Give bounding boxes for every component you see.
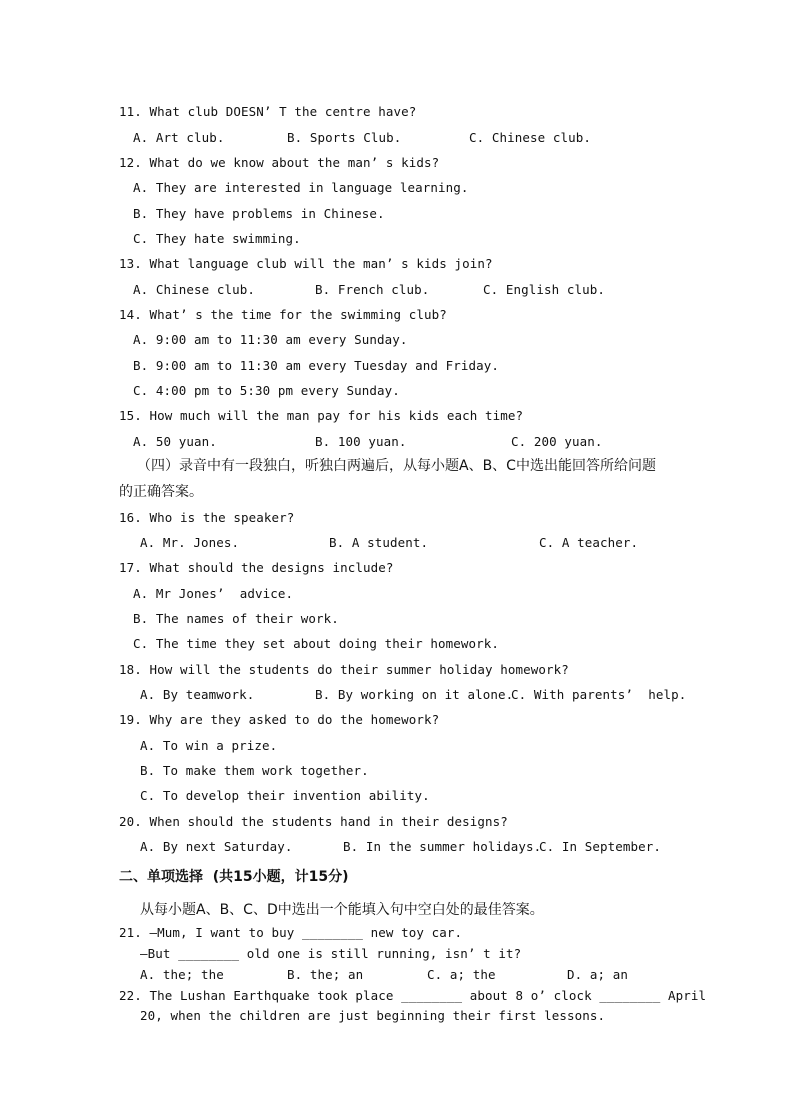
question-21-line2: —But ________ old one is still running, isn’ t it? xyxy=(140,946,522,961)
question-17-option-c: C. The time they set about doing their homework. xyxy=(133,636,500,651)
question-16-stem: 16. Who is the speaker? xyxy=(119,510,295,525)
question-18-option-b: B. By working on it alone. xyxy=(315,687,514,702)
question-18-stem: 18. How will the students do their summer holiday homework? xyxy=(119,662,569,677)
question-13-option-a: A. Chinese club. xyxy=(133,282,256,297)
question-19-stem: 19. Why are they asked to do the homework? xyxy=(119,712,440,727)
question-15-option-b: B. 100 yuan. xyxy=(315,434,407,449)
question-21-option-d: D. a; an xyxy=(567,967,629,982)
question-17-option-b: B. The names of their work. xyxy=(133,611,339,626)
question-14-option-c: C. 4:00 pm to 5:30 pm every Sunday. xyxy=(133,383,400,398)
question-14-option-a: A. 9:00 am to 11:30 am every Sunday. xyxy=(133,332,408,347)
question-22-line2: 20, when the children are just beginning their first lessons. xyxy=(140,1008,606,1023)
question-13-option-b: B. French club. xyxy=(315,282,430,297)
part-4-instruction-line1: （四）录音中有一段独白，听独白两遍后，从每小题A、B、C中选出能回答所给问题 xyxy=(137,458,656,474)
section-2-instruction: 从每小题A、B、C、D中选出一个能填入句中空白处的最佳答案。 xyxy=(140,902,544,918)
question-11-stem: 11. What club DOESN’ T the centre have? xyxy=(119,104,417,119)
question-18-option-c: C. With parents’ help. xyxy=(511,687,687,702)
question-18-option-a: A. By teamwork. xyxy=(140,687,255,702)
question-20-option-b: B. In the summer holidays. xyxy=(343,839,542,854)
question-17-stem: 17. What should the designs include? xyxy=(119,560,394,575)
question-16-option-b: B. A student. xyxy=(329,535,429,550)
question-11-option-c: C. Chinese club. xyxy=(469,130,592,145)
question-15-option-c: C. 200 yuan. xyxy=(511,434,603,449)
question-17-option-a: A. Mr Jones’ advice. xyxy=(133,586,294,601)
question-21-option-b: B. the; an xyxy=(287,967,364,982)
question-11-option-a: A. Art club. xyxy=(133,130,225,145)
question-19-option-a: A. To win a prize. xyxy=(140,738,278,753)
question-19-option-c: C. To develop their invention ability. xyxy=(140,788,430,803)
question-12-stem: 12. What do we know about the man’ s kids? xyxy=(119,155,440,170)
question-21-line1: 21. —Mum, I want to buy ________ new toy car. xyxy=(119,925,463,940)
part-4-instruction-line2: 的正确答案。 xyxy=(119,484,203,500)
question-12-option-a: A. They are interested in language learning. xyxy=(133,180,469,195)
question-22-line1: 22. The Lushan Earthquake took place ________ about 8 o’ clock ________ April xyxy=(119,988,707,1003)
question-20-stem: 20. When should the students hand in their designs? xyxy=(119,814,508,829)
question-15-stem: 15. How much will the man pay for his kids each time? xyxy=(119,408,524,423)
question-21-option-a: A. the; the xyxy=(140,967,224,982)
question-12-option-c: C. They hate swimming. xyxy=(133,231,301,246)
question-19-option-b: B. To make them work together. xyxy=(140,763,369,778)
question-11-option-b: B. Sports Club. xyxy=(287,130,402,145)
question-16-option-a: A. Mr. Jones. xyxy=(140,535,240,550)
question-16-option-c: C. A teacher. xyxy=(539,535,639,550)
question-14-stem: 14. What’ s the time for the swimming club? xyxy=(119,307,447,322)
question-20-option-c: C. In September. xyxy=(539,839,662,854)
question-13-stem: 13. What language club will the man’ s kids join? xyxy=(119,256,493,271)
question-12-option-b: B. They have problems in Chinese. xyxy=(133,206,385,221)
question-21-option-c: C. a; the xyxy=(427,967,496,982)
question-13-option-c: C. English club. xyxy=(483,282,606,297)
section-2-heading: 二、单项选择 (共15小题，计15分) xyxy=(119,869,349,885)
question-14-option-b: B. 9:00 am to 11:30 am every Tuesday and Friday. xyxy=(133,358,500,373)
question-20-option-a: A. By next Saturday. xyxy=(140,839,293,854)
question-15-option-a: A. 50 yuan. xyxy=(133,434,217,449)
